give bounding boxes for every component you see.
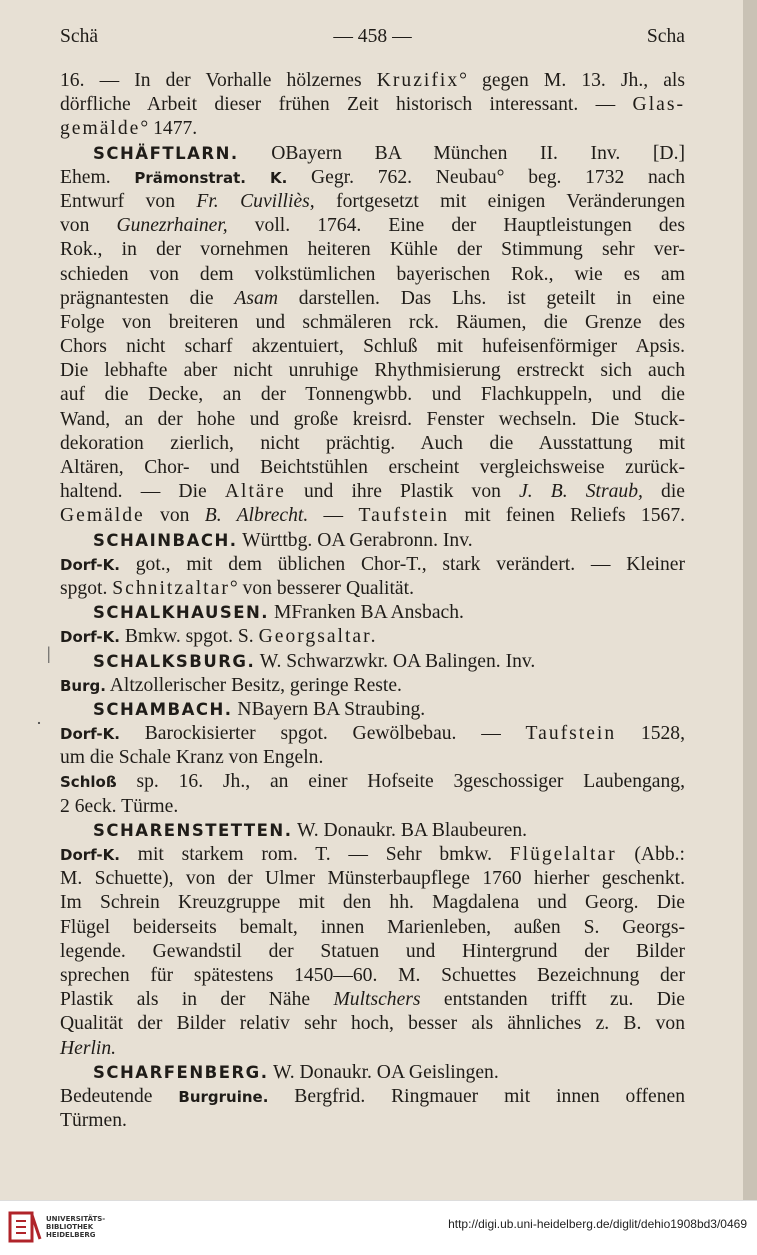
- text-segment: mit feinen Reliefs 1567.: [449, 505, 686, 527]
- text-segment: Herlin.: [60, 1037, 117, 1059]
- text-line: [60, 408, 685, 432]
- text-segment: Chors nicht scharf akzentuiert, Schluß mit hufeisenförmiger Apsis.: [60, 336, 685, 358]
- entry-heading: SCHARENSTETTEN.: [93, 820, 293, 840]
- entry-keyword: Dorf-K.: [60, 725, 120, 744]
- text-line: [60, 625, 685, 649]
- text-segment: W. Donaukr. BA Blaubeuren.: [292, 819, 528, 841]
- entry-keyword: Schloß: [60, 773, 117, 792]
- text-line: [60, 867, 685, 891]
- text-segment: Folge von breiteren und schmäleren rck. Räumen, die Grenze des: [60, 311, 685, 333]
- viewer-footer: [0, 1200, 757, 1255]
- text-segment: sp. 16. Jh., an einer Hofseite 3geschossiger Laubengang,: [116, 771, 685, 793]
- text-segment: W. Schwarzwkr. OA Balingen. Inv.: [255, 650, 536, 672]
- text-segment: Altären, Chor- und Beichtstühlen erscheint vergleichsweise zurück-: [60, 457, 685, 478]
- text-segment: Altzollerischer Besitz, geringe Reste.: [105, 674, 402, 696]
- text-segment: Bmkw. spgot. S.: [119, 626, 259, 648]
- text-segment: Schnitzaltar: [112, 577, 230, 599]
- text-segment: von: [60, 215, 117, 237]
- text-line: [60, 843, 685, 867]
- text-line: [60, 359, 685, 383]
- text-segment: legende. Gewandstil der Statuen und Hintergrund der Bilder: [60, 940, 685, 962]
- text-line: [60, 916, 685, 940]
- text-line: [60, 746, 685, 770]
- text-segment: Altäre: [224, 481, 286, 503]
- text-line: [60, 142, 685, 166]
- text-line: [60, 383, 685, 407]
- text-line: [60, 722, 685, 746]
- text-segment: Taufstein: [525, 723, 617, 745]
- page-number: — 458 —: [333, 26, 412, 47]
- entry-heading: SCHAINBACH.: [93, 530, 238, 550]
- entry-heading: SCHALKHAUSEN.: [93, 603, 270, 623]
- text-segment: (Abb.:: [616, 844, 685, 865]
- text-segment: die: [642, 481, 685, 503]
- text-line: [60, 795, 685, 819]
- entry-keyword: Burg.: [60, 676, 106, 695]
- entry-keyword: Dorf-K.: [60, 628, 120, 647]
- entry-keyword: Dorf-K.: [60, 846, 120, 864]
- text-line: [60, 1109, 685, 1133]
- text-line: [60, 166, 685, 190]
- text-segment: von: [144, 505, 205, 527]
- text-segment: entstanden trifft zu. Die: [420, 989, 685, 1011]
- library-name-line: BIBLIOTHEK: [46, 1223, 94, 1231]
- text-segment: Barockisierter spgot. Gewölbebau. —: [119, 723, 526, 745]
- text-line: [60, 335, 685, 359]
- text-segment: 16. — In der Vorhalle hölzernes: [60, 70, 377, 91]
- text-line: [60, 601, 685, 625]
- entry-heading: SCHÄFTLARN.: [93, 143, 239, 163]
- text-segment: NBayern BA Straubing.: [232, 698, 426, 720]
- text-line: [60, 214, 685, 238]
- text-segment: Bergfrid. Ringmauer mit innen offenen: [268, 1085, 685, 1107]
- header-right-keyword: Scha: [646, 26, 685, 47]
- text-line: [60, 988, 685, 1012]
- text-line: [60, 238, 685, 262]
- text-segment: got., mit dem üblichen Chor-T., stark verändert. — Kleiner: [119, 553, 685, 575]
- text-line: [60, 456, 685, 480]
- text-line: [60, 819, 685, 843]
- text-line: [60, 1037, 685, 1061]
- page-body-text: [60, 69, 685, 1133]
- text-line: [60, 891, 685, 915]
- header-left-keyword: Schä: [60, 26, 99, 47]
- entry-keyword: Dorf-K.: [60, 555, 120, 574]
- text-line: [60, 674, 685, 698]
- ink-dot-mark: ·: [36, 713, 42, 733]
- text-segment: Die lebhafte aber nicht unruhige Rhythmisierung erstreckt sich auch: [60, 360, 685, 382]
- text-line: [60, 480, 685, 504]
- text-line: [60, 770, 685, 794]
- text-line: [60, 69, 685, 93]
- text-segment: 1528,: [616, 723, 686, 745]
- source-url-link[interactable]: http://digi.ub.uni-heidelberg.de/diglit/dehio1908bd3/0469: [448, 1217, 747, 1231]
- entry-keyword: Burgruine.: [178, 1087, 269, 1106]
- text-segment: Multschers: [333, 989, 421, 1011]
- text-line: [60, 964, 685, 988]
- library-name: [46, 1215, 105, 1239]
- text-segment: B. Albrecht.: [204, 505, 309, 527]
- library-logo-icon[interactable]: [8, 1209, 42, 1245]
- text-segment: Rok., in der vornehmen heiteren Kühle der Stimmung sehr ver-: [60, 239, 685, 261]
- text-segment: Im Schrein Kreuzgruppe mit den hh. Magdalena und Georg. Die: [60, 892, 685, 914]
- text-segment: Glas-: [632, 94, 685, 116]
- library-name-line: HEIDELBERG: [46, 1231, 96, 1239]
- text-segment: ° von besserer Qualität.: [229, 577, 414, 599]
- text-line: [60, 504, 685, 528]
- text-segment: darstellen. Das Lhs. ist geteilt in eine: [277, 287, 685, 309]
- text-segment: dekoration zierlich, nicht prächtig. Auch die Ausstattung mit: [60, 432, 685, 454]
- entry-heading: SCHALKSBURG.: [93, 651, 256, 671]
- text-segment: Gunezrhainer,: [116, 215, 228, 237]
- book-spine-edge: [743, 0, 757, 1200]
- text-line: [60, 553, 685, 577]
- text-segment: spgot.: [60, 577, 113, 599]
- text-segment: —: [308, 505, 359, 527]
- text-segment: Türmen.: [60, 1110, 127, 1132]
- text-segment: schieden von dem volkstümlichen bayerischen Rok., wie es am: [60, 263, 685, 285]
- text-line: [60, 432, 685, 456]
- text-segment: Fr. Cuvilliès,: [196, 190, 315, 212]
- text-segment: Ehem.: [60, 166, 135, 188]
- text-segment: OBayern BA München II. Inv. [D.]: [238, 142, 685, 164]
- text-segment: W. Donaukr. OA Geislingen.: [268, 1061, 499, 1083]
- text-segment: Württbg. OA Gerabronn. Inv.: [237, 529, 473, 551]
- entry-keyword: Prämonstrat. K.: [134, 168, 288, 187]
- text-line: [60, 1085, 685, 1109]
- text-segment: ° 1477.: [140, 118, 198, 140]
- text-segment: mit starkem rom. T. — Sehr bmkw.: [119, 844, 510, 865]
- text-segment: Qualität der Bilder relativ sehr hoch, besser als ähnliches z. B. von: [60, 1013, 685, 1035]
- text-line: [60, 650, 685, 674]
- text-segment: dörfliche Arbeit dieser frühen Zeit historisch interessant. —: [60, 94, 633, 116]
- text-line: [60, 940, 685, 964]
- text-line: [60, 190, 685, 214]
- text-segment: gemälde: [60, 118, 141, 140]
- text-segment: sprechen für spätestens 1450—60. M. Schuettes Bezeichnung der: [60, 964, 685, 986]
- library-name-line: UNIVERSITÄTS-: [46, 1215, 106, 1223]
- text-segment: MFranken BA Ansbach.: [269, 602, 464, 624]
- text-line: [60, 529, 685, 553]
- text-segment: voll. 1764. Eine der Hauptleistungen des: [227, 215, 685, 237]
- text-segment: prägnantesten die: [60, 287, 235, 309]
- text-line: [60, 1061, 685, 1085]
- text-segment: Bedeutende: [60, 1085, 179, 1107]
- text-segment: M. Schuette), von der Ulmer Münsterbaupflege 1760 hierher geschenkt.: [60, 868, 685, 890]
- text-segment: um die Schale Kranz von Engeln.: [60, 747, 324, 769]
- text-line: [60, 93, 685, 117]
- text-line: [60, 263, 685, 287]
- text-segment: Gegr. 762. Neubau° beg. 1732 nach: [287, 166, 685, 188]
- text-segment: Flügelaltar: [509, 844, 617, 865]
- text-segment: Taufstein: [358, 505, 450, 527]
- text-segment: haltend. — Die: [60, 481, 225, 503]
- text-segment: ° gegen M. 13. Jh., als: [459, 70, 685, 91]
- text-segment: auf die Decke, an der Tonnengwbb. und Flachkuppeln, und die: [60, 384, 685, 406]
- text-line: [60, 577, 685, 601]
- text-segment: Flügel beiderseits bemalt, innen Marienleben, außen S. Georgs-: [60, 916, 685, 938]
- text-segment: Gemälde: [60, 505, 145, 527]
- entry-heading: SCHARFENBERG.: [93, 1062, 269, 1082]
- text-line: [60, 1012, 685, 1036]
- text-line: [60, 117, 685, 141]
- text-segment: 2 6eck. Türme.: [60, 795, 179, 817]
- text-segment: und ihre Plastik von: [285, 481, 520, 503]
- text-segment: Plastik als in der Nähe: [60, 989, 334, 1011]
- text-segment: Kruzifix: [376, 70, 460, 91]
- text-line: [60, 311, 685, 335]
- text-segment: Georgsaltar.: [258, 626, 378, 648]
- text-segment: Wand, an der hohe und große kreisrd. Fenster wechseln. Die Stuck-: [60, 408, 685, 430]
- text-line: [60, 287, 685, 311]
- running-header: [60, 26, 685, 52]
- text-segment: J. B. Straub,: [519, 481, 643, 503]
- pencil-mark: |: [47, 643, 51, 663]
- entry-heading: SCHAMBACH.: [93, 699, 233, 719]
- text-segment: Entwurf von: [60, 190, 197, 212]
- text-segment: fortgesetzt mit einigen Veränderungen: [314, 190, 685, 212]
- text-segment: Asam: [234, 287, 278, 309]
- text-line: [60, 698, 685, 722]
